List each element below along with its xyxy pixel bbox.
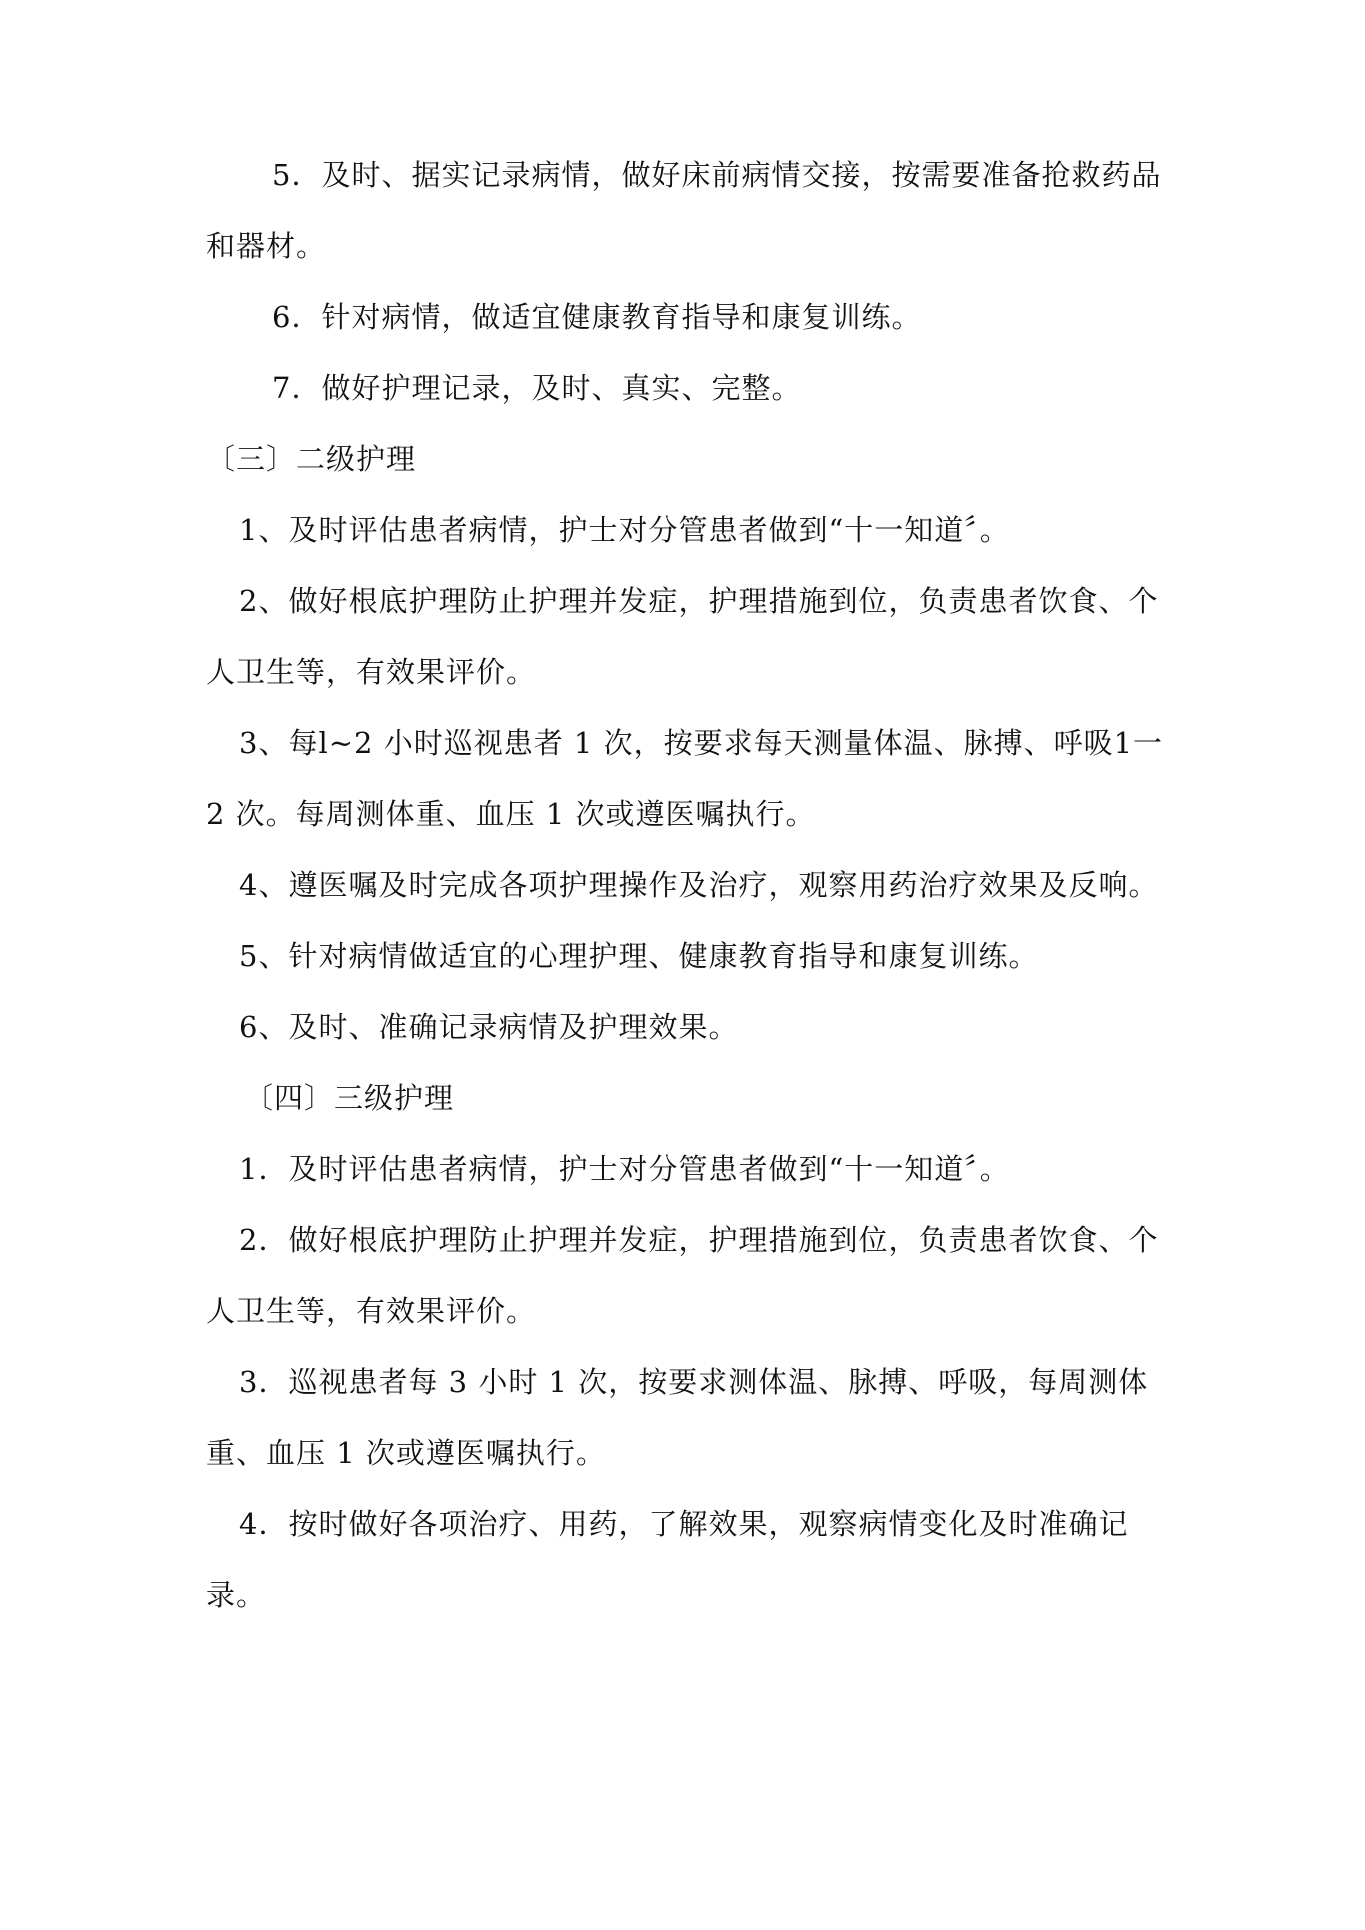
section-heading-level-3: 〔四〕三级护理: [244, 1081, 455, 1115]
paragraph-item-5: 5．及时、据实记录病情，做好床前病情交接，按需要准备抢救药品和器材。: [206, 158, 1162, 263]
level2-item-1: 1、及时评估患者病情，护士对分管患者做到“十一知道〞。: [239, 513, 1010, 547]
section-heading-level-2: 〔三〕二级护理: [206, 442, 417, 476]
paragraph-item-7: 7．做好护理记录，及时、真实、完整。: [272, 371, 802, 405]
level3-item-3: 3．巡视患者每 3 小时 1 次，按要求测体温、脉搏、呼吸，每周测体重、血压 1 次或遵医嘱执行。: [206, 1365, 1149, 1470]
document-body: [206, 140, 1166, 1631]
level2-item-3: 3、每l~2 小时巡视患者 1 次，按要求每天测量体温、脉搏、呼吸1一 2 次。每周测体重、血压 1 次或遵医嘱执行。: [206, 726, 1164, 831]
paragraph-item-6: 6．针对病情，做适宜健康教育指导和康复训练。: [272, 300, 922, 334]
level2-item-4: 4、遵医嘱及时完成各项护理操作及治疗，观察用药治疗效果及反响。: [239, 868, 1159, 902]
level3-item-1: 1．及时评估患者病情，护士对分管患者做到“十一知道〞。: [239, 1152, 1010, 1186]
level2-item-6: 6、及时、准确记录病情及护理效果。: [239, 1010, 739, 1044]
level2-item-2: 2、做好根底护理防止护理并发症，护理措施到位，负责患者饮食、个人卫生等，有效果评价。: [206, 584, 1159, 689]
level2-item-5: 5、针对病情做适宜的心理护理、健康教育指导和康复训练。: [239, 939, 1039, 973]
level3-item-4: 4．按时做好各项治疗、用药，了解效果，观察病情变化及时准确记录。: [206, 1507, 1129, 1612]
level3-item-2: 2．做好根底护理防止护理并发症，护理措施到位，负责患者饮食、个人卫生等，有效果评价。: [206, 1223, 1159, 1328]
